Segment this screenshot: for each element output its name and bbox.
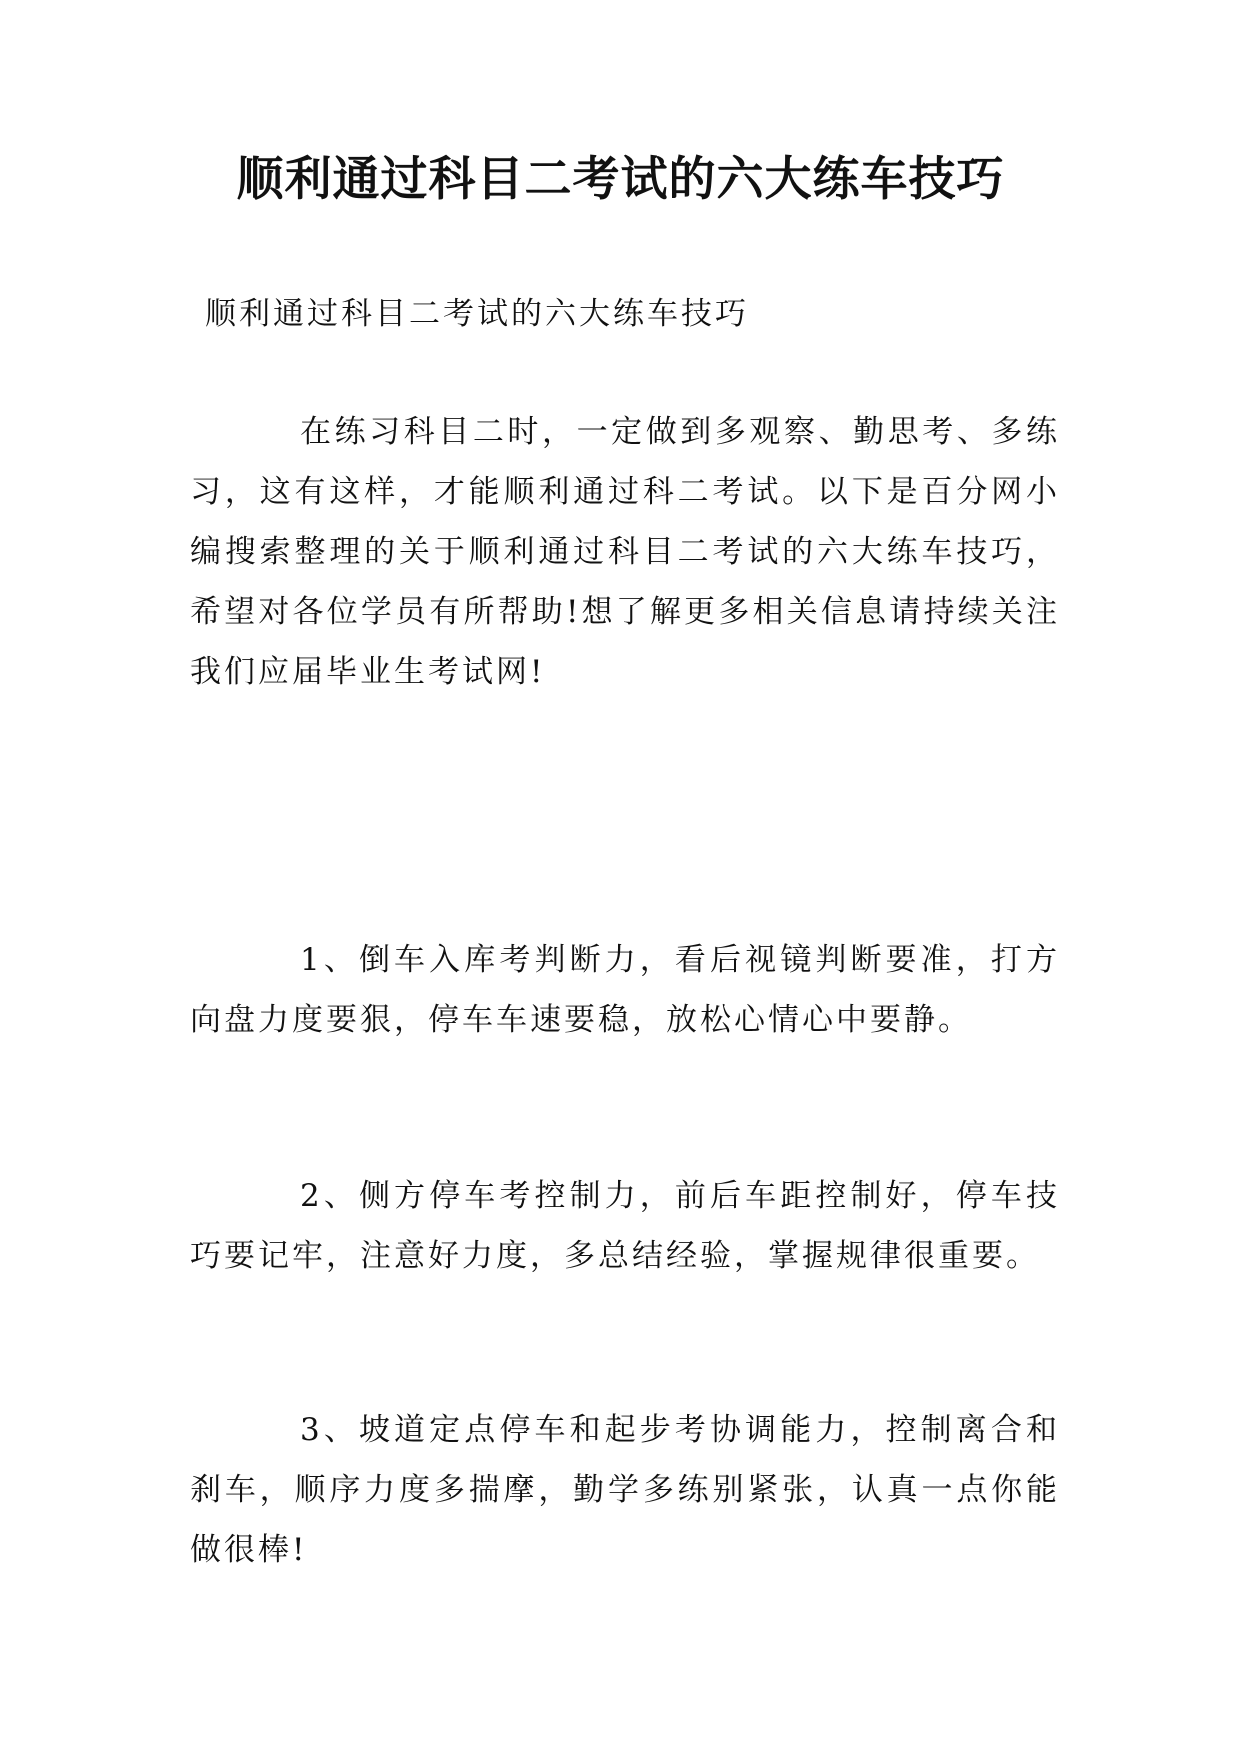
tip-paragraph-1: 1、倒车入库考判断力，看后视镜判断要准，打方向盘力度要狠，停车车速要稳，放松心情心中要静。 <box>190 942 1060 1038</box>
document-title: 顺利通过科目二考试的六大练车技巧 <box>236 152 1005 207</box>
intro-paragraph: 在练习科目二时，一定做到多观察、勤思考、多练习，这有这样，才能顺利通过科二考试。以下是百分网小编搜索整理的关于顺利通过科目二考试的六大练车技巧，希望对各位学员有所帮助!想了解更多相关信息请持续关注我们应届毕业生考试网! <box>190 414 1060 690</box>
tip-paragraph-2: 2、侧方停车考控制力，前后车距控制好，停车技巧要记牢，注意好力度，多总结经验，掌握规律很重要。 <box>190 1178 1060 1274</box>
document-subtitle: 顺利通过科目二考试的六大练车技巧 <box>205 296 749 332</box>
tip-paragraph-3: 3、坡道定点停车和起步考协调能力，控制离合和刹车，顺序力度多揣摩，勤学多练别紧张，认真一点你能做很棒! <box>190 1412 1060 1568</box>
